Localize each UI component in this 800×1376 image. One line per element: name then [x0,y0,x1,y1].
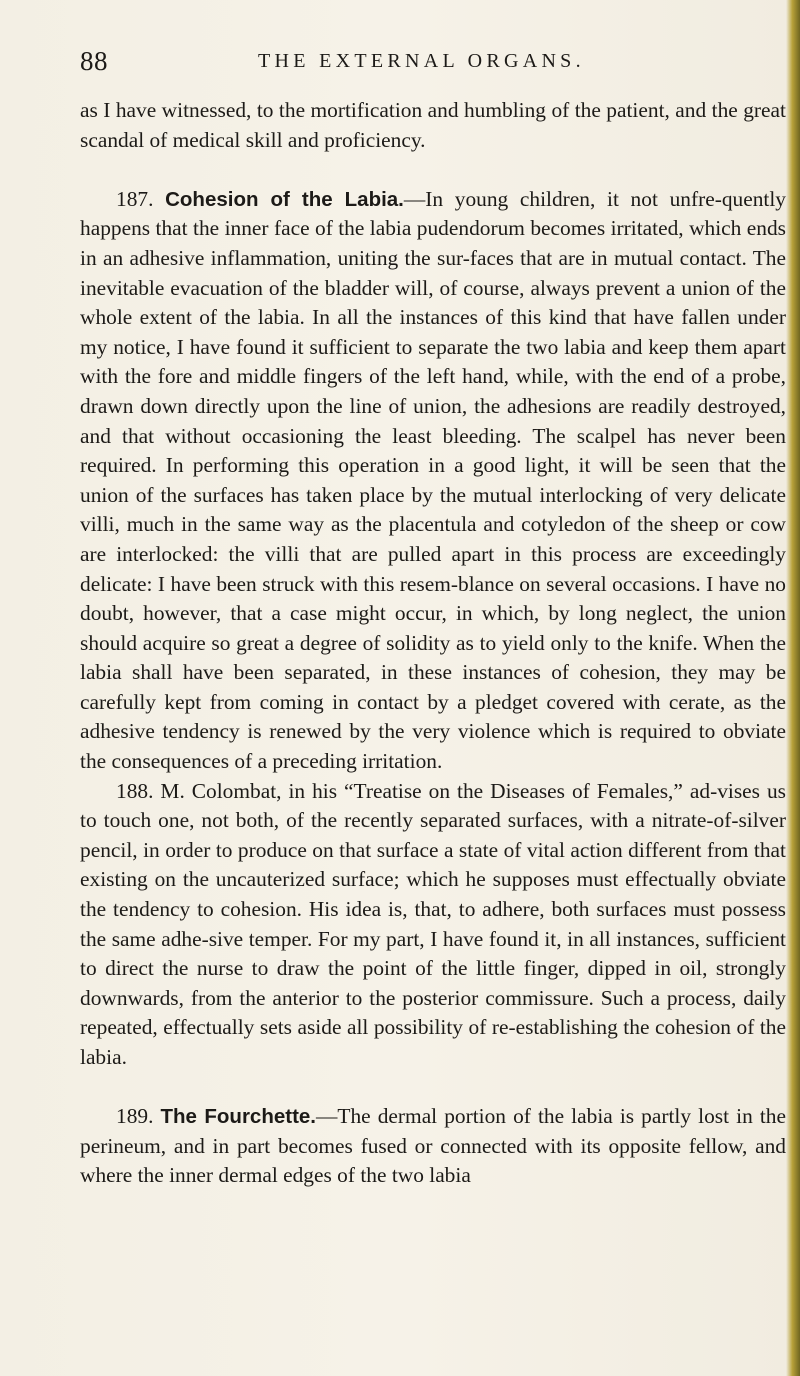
paragraph-continuation: as I have witnessed, to the mortification and humbling of the patient, and the great scandal of medical skill and proficiency. [80,98,786,152]
section-heading: Cohesion of the Labia. [165,187,404,211]
section-text: 188. M. Colombat, in his “Treatise on the Diseases of Females,” ad-vises us to touch one, not both, of the recently separated surfaces, with a nitrate-of-silver pencil, in order to produce on that surface a state of vital action different from that existing on the uncauterized surface; which he supposes must effectually obviate the tendency to cohesion. His idea is, that, to adhere, both surfaces must possess the same adhe-sive temper. For my part, I have found it, in all instances, sufficient to direct the nurse to draw the point of the little finger, dipped in oil, strongly downwards, from the anterior to the posterior commissure. Such a process, daily repeated, effectually sets aside all possibility of re-establishing the cohesion of the labia. [80,778,786,1069]
page-header [80,46,780,86]
section-number: 189. [116,1104,154,1129]
running-head: THE EXTERNAL ORGANS. [258,50,585,72]
page-edge-binding [786,0,800,1376]
section-187 [80,185,786,777]
section-text: —The dermal portion of the labia is partly lost in the perineum, and in part becomes fused or connected with its opposite fellow, and where the inner dermal edges of the two labia [80,1104,786,1188]
section-text: —In young children, it not unfre-quently happens that the inner face of the labia pudendorum becomes irritated, which ends in an adhesive inflammation, uniting the sur-faces that are in mutual contact. The inevitable evacuation of the bladder will, of course, always prevent a union of the whole extent of the labia. In all the instances of this kind that have fallen under my notice, I have found it sufficient to separate the two labia and keep them apart with the fore and middle fingers of the left hand, while, with the end of a probe, drawn down directly upon the line of union, the adhesions are readily destroyed, and that without occasioning the least bleeding. The scalpel has never been required. In performing this operation in a good light, it will be seen that the union of the surfaces has taken place by the mutual interlocking of very delicate villi, much in the same way as the placentula and cotyledon of the sheep or cow are interlocked: the villi that are pulled apart in this process are exceedingly delicate: I have been struck with this resem-blance on several occasions. I have no doubt, however, that a case might occur, in which, by long neglect, the union should acquire so great a degree of solidity as to yield only to the knife. When the labia shall have been separated, in these instances of cohesion, they may be carefully kept from coming in contact by a pledget covered with cerate, as the adhesive tendency is renewed by the very violence which is required to obviate the consequences of a preceding irritation. [80,186,786,774]
page-number: 88 [80,46,108,76]
section-number: 187. [116,186,154,211]
section-188 [80,777,786,1073]
body-text [80,96,786,1191]
section-heading: The Fourchette. [160,1105,317,1129]
section-189 [80,1102,786,1191]
